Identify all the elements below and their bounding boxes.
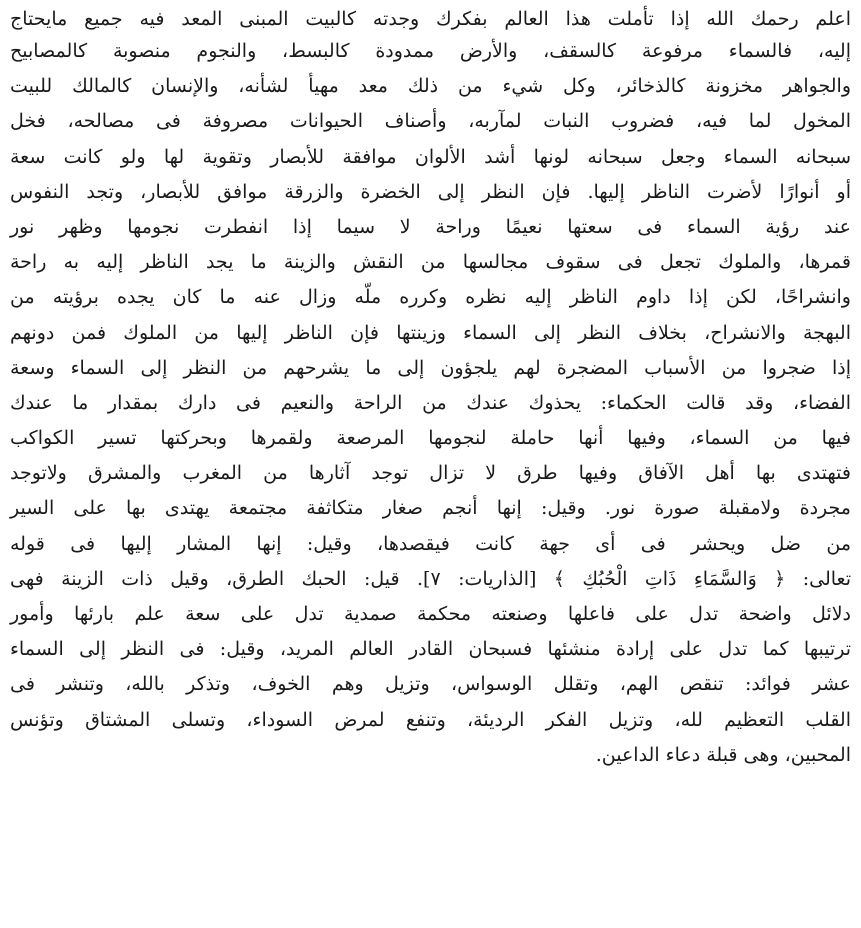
text-line-19: ترتيبها كما تدل على إرادة منشئها فسبحان القادر العالم المريد، وقيل: فى النظر إلى السماء xyxy=(10,638,851,661)
text-line-4: المخول لما فيه، فضروب النبات لمآربه، وأصناف الحيوانات مصروفة فى مصالحه، فخل xyxy=(10,110,851,133)
text-line-13: فيها من السماء، وفيها أنها حاملة لنجومها المرصعة ولقمرها وبحركتها تسير الكواكب xyxy=(10,427,851,450)
text-line-14: فتهتدى بها أهل الآفاق وفيها طرق لا تزال توجد آثارها من المغرب والمشرق ولاتوجد xyxy=(10,462,851,485)
text-line-16: من ضل ويحشر فى أى جهة كانت فيقصدها، وقيل: إنها المشار إليها فى قوله xyxy=(10,532,851,555)
text-line-1: اعلم رحمك الله إذا تأملت هذا العالم بفكرك وجدته كالبيت المبنى المعد فيه جميع مايحتاج xyxy=(10,8,851,30)
text-line-5: سبحانه السماء وجعل سبحانه لونها أشد الألوان موافقة للأبصار وتقوية لها ولو كانت سعة xyxy=(10,145,851,168)
text-line-9: وانشراحًا، لكن إذا داوم الناظر إليه نظره وكرره ملّه وزال عنه ما كان يجده برؤيته من xyxy=(10,286,851,309)
arabic-text-body xyxy=(10,4,851,773)
text-line-15: مجردة ولامقبلة صورة نور. وقيل: إنها أنجم صغار متكاثفة مجتمعة يهتدى بها على السير xyxy=(10,497,851,520)
text-line-18: دلائل واضحة تدل على فاعلها وصنعته محكمة صمدية تدل على سعة علم بارئها وأمور xyxy=(10,603,851,625)
text-line-12: الفضاء، وقد قالت الحكماء: يحذوك عندك من الراحة والنعيم فى دارك بمقدار ما عندك xyxy=(10,391,851,414)
text-line-8: قمرها، والملوك تجعل فى سقوف مجالسها من النقش والزينة ما يجد الناظر إليه به راحة xyxy=(10,251,851,274)
text-line-17-quran-verse: تعالى: ﴿ وَالسَّمَاءِ ذَاتِ الْحُبُكِ ﴾ [الذاريات: ٧]. قيل: الحبك الطرق، وقيل ذات الزينة فهى xyxy=(10,567,851,590)
text-line-11: إذا ضجروا من الأسباب المضجرة لهم يلجؤون إلى ما يشرحهم من النظر إلى السماء وسعة xyxy=(10,356,851,379)
text-line-21: القلب التعظيم لله، وتزيل الفكر الرديئة، وتنفع لمرض السوداء، وتسلى المشتاق وتؤنس xyxy=(10,708,851,731)
text-line-7: عند رؤية السماء فى سعتها نعيمًا وراحة لا سيما إذا انفطرت نجومها وظهر نور xyxy=(10,215,851,238)
text-line-22: المحبين، وهى قبلة دعاء الداعين. xyxy=(595,743,851,766)
text-line-10: البهجة والانشراح، بخلاف النظر إلى السماء وزينتها فإن الناظر إليها من الملوك فمن دونهم xyxy=(10,321,851,344)
text-line-6: أو أنوارًا لأضرت الناظر إليها. فإن النظر إلى الخضرة والزرقة موافق للأبصار، وتجد النفوس xyxy=(10,180,851,203)
text-line-20: عشر فوائد: تنقص الهم، وتقلل الوسواس، وتزيل وهم الخوف، وتذكر بالله، وتنشر فى xyxy=(10,673,851,696)
text-line-2: إليه، فالسماء مرفوعة كالسقف، والأرض ممدودة كالبسط، والنجوم منصوبة كالمصابيح xyxy=(10,40,851,62)
text-line-3: والجواهر مخزونة كالذخائر، وكل شيء من ذلك معد مهيأ لشأنه، والإنسان كالمالك للبيت xyxy=(10,75,851,98)
